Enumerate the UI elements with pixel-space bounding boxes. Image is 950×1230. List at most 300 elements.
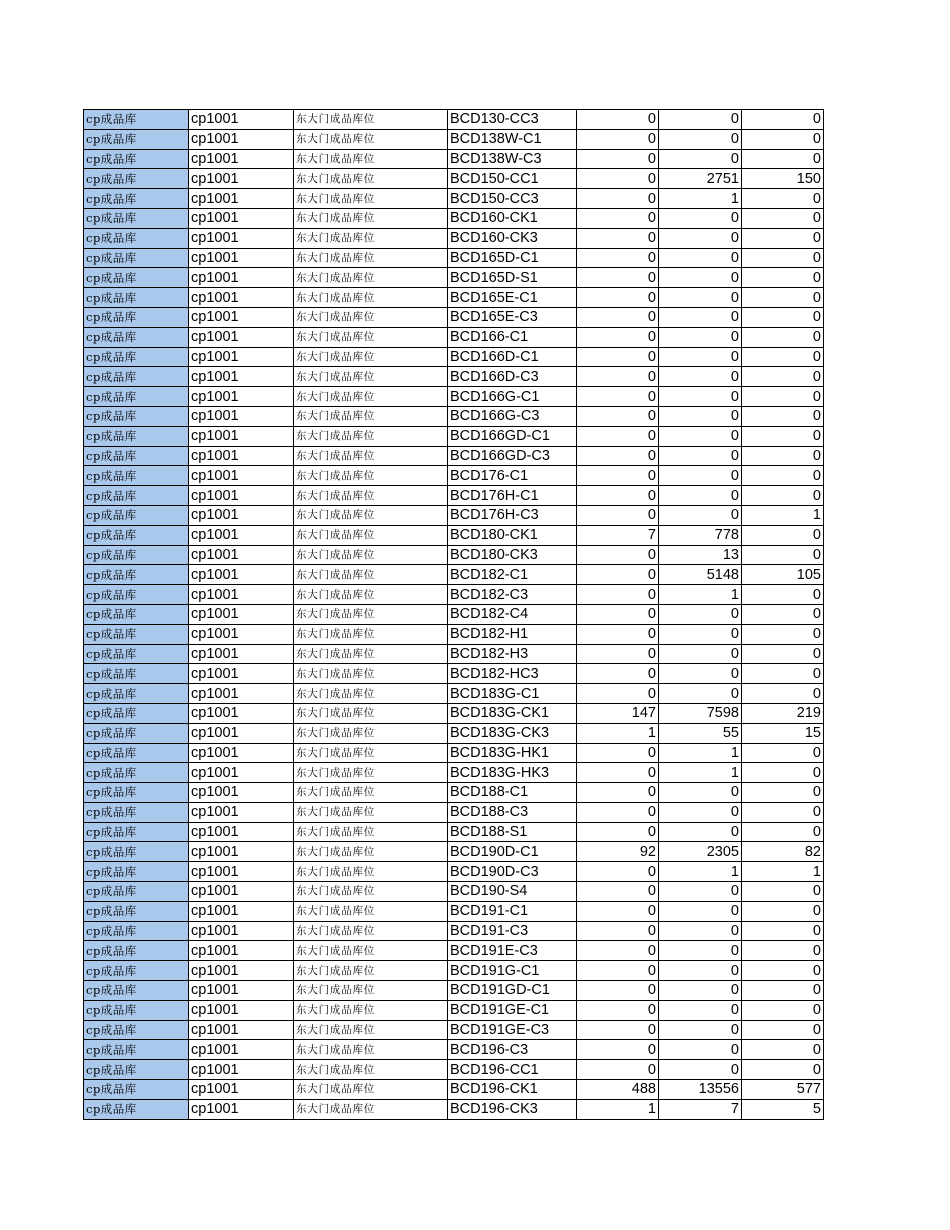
qty-b-cell: 0 <box>659 110 742 130</box>
warehouse-cell: cp成品库 <box>84 1099 189 1119</box>
location-cell: 东大门成品库位 <box>294 545 448 565</box>
location-cell: 东大门成品库位 <box>294 981 448 1001</box>
qty-b-cell: 5148 <box>659 565 742 585</box>
location-cell: 东大门成品库位 <box>294 426 448 446</box>
qty-b-cell: 0 <box>659 684 742 704</box>
warehouse-code-cell: cp1001 <box>189 703 294 723</box>
qty-b-cell: 0 <box>659 1060 742 1080</box>
warehouse-code-cell: cp1001 <box>189 822 294 842</box>
warehouse-code-cell: cp1001 <box>189 882 294 902</box>
qty-a-cell: 0 <box>577 486 659 506</box>
qty-c-cell: 0 <box>742 327 824 347</box>
qty-a-cell: 0 <box>577 149 659 169</box>
table-row <box>84 525 824 545</box>
qty-a-cell: 0 <box>577 624 659 644</box>
warehouse-code-cell: cp1001 <box>189 802 294 822</box>
warehouse-code-cell: cp1001 <box>189 387 294 407</box>
table-row <box>84 406 824 426</box>
warehouse-cell: cp成品库 <box>84 446 189 466</box>
qty-b-cell: 0 <box>659 901 742 921</box>
product-code-cell: BCD196-CK3 <box>448 1099 577 1119</box>
qty-b-cell: 0 <box>659 624 742 644</box>
warehouse-code-cell: cp1001 <box>189 1000 294 1020</box>
warehouse-code-cell: cp1001 <box>189 446 294 466</box>
product-code-cell: BCD183G-HK1 <box>448 743 577 763</box>
table-row <box>84 862 824 882</box>
qty-b-cell: 13 <box>659 545 742 565</box>
location-cell: 东大门成品库位 <box>294 288 448 308</box>
warehouse-cell: cp成品库 <box>84 743 189 763</box>
qty-b-cell: 0 <box>659 644 742 664</box>
warehouse-cell: cp成品库 <box>84 684 189 704</box>
product-code-cell: BCD166D-C3 <box>448 367 577 387</box>
location-cell: 东大门成品库位 <box>294 525 448 545</box>
warehouse-cell: cp成品库 <box>84 585 189 605</box>
qty-b-cell: 7598 <box>659 703 742 723</box>
warehouse-code-cell: cp1001 <box>189 921 294 941</box>
table-row <box>84 307 824 327</box>
table-row <box>84 268 824 288</box>
product-code-cell: BCD191-C1 <box>448 901 577 921</box>
warehouse-code-cell: cp1001 <box>189 505 294 525</box>
product-code-cell: BCD196-CC1 <box>448 1060 577 1080</box>
product-code-cell: BCD190-S4 <box>448 882 577 902</box>
product-code-cell: BCD182-H3 <box>448 644 577 664</box>
warehouse-code-cell: cp1001 <box>189 842 294 862</box>
product-code-cell: BCD191-C3 <box>448 921 577 941</box>
warehouse-code-cell: cp1001 <box>189 367 294 387</box>
warehouse-code-cell: cp1001 <box>189 604 294 624</box>
qty-c-cell: 0 <box>742 981 824 1001</box>
qty-a-cell: 0 <box>577 664 659 684</box>
qty-a-cell: 0 <box>577 505 659 525</box>
table-row <box>84 169 824 189</box>
table-row <box>84 288 824 308</box>
warehouse-code-cell: cp1001 <box>189 941 294 961</box>
location-cell: 东大门成品库位 <box>294 862 448 882</box>
warehouse-cell: cp成品库 <box>84 981 189 1001</box>
table-row <box>84 248 824 268</box>
table-row <box>84 387 824 407</box>
qty-c-cell: 0 <box>742 822 824 842</box>
qty-a-cell: 0 <box>577 585 659 605</box>
qty-c-cell: 0 <box>742 110 824 130</box>
warehouse-code-cell: cp1001 <box>189 743 294 763</box>
product-code-cell: BCD166G-C3 <box>448 406 577 426</box>
qty-b-cell: 0 <box>659 1040 742 1060</box>
qty-b-cell: 0 <box>659 288 742 308</box>
location-cell: 东大门成品库位 <box>294 406 448 426</box>
qty-a-cell: 0 <box>577 307 659 327</box>
warehouse-cell: cp成品库 <box>84 1060 189 1080</box>
qty-b-cell: 0 <box>659 604 742 624</box>
location-cell: 东大门成品库位 <box>294 387 448 407</box>
table-row <box>84 842 824 862</box>
qty-a-cell: 0 <box>577 208 659 228</box>
warehouse-cell: cp成品库 <box>84 1000 189 1020</box>
product-code-cell: BCD191GE-C1 <box>448 1000 577 1020</box>
qty-a-cell: 0 <box>577 347 659 367</box>
qty-b-cell: 0 <box>659 466 742 486</box>
location-cell: 东大门成品库位 <box>294 268 448 288</box>
table-row <box>84 763 824 783</box>
qty-c-cell: 150 <box>742 169 824 189</box>
qty-c-cell: 0 <box>742 545 824 565</box>
location-cell: 东大门成品库位 <box>294 486 448 506</box>
location-cell: 东大门成品库位 <box>294 743 448 763</box>
warehouse-cell: cp成品库 <box>84 367 189 387</box>
qty-c-cell: 0 <box>742 466 824 486</box>
qty-c-cell: 0 <box>742 901 824 921</box>
warehouse-cell: cp成品库 <box>84 307 189 327</box>
qty-b-cell: 0 <box>659 783 742 803</box>
warehouse-cell: cp成品库 <box>84 862 189 882</box>
product-code-cell: BCD188-S1 <box>448 822 577 842</box>
product-code-cell: BCD190D-C3 <box>448 862 577 882</box>
table-row <box>84 466 824 486</box>
product-code-cell: BCD176H-C1 <box>448 486 577 506</box>
qty-b-cell: 13556 <box>659 1080 742 1100</box>
location-cell: 东大门成品库位 <box>294 585 448 605</box>
product-code-cell: BCD182-C3 <box>448 585 577 605</box>
location-cell: 东大门成品库位 <box>294 822 448 842</box>
warehouse-cell: cp成品库 <box>84 822 189 842</box>
warehouse-code-cell: cp1001 <box>189 664 294 684</box>
qty-b-cell: 55 <box>659 723 742 743</box>
qty-a-cell: 0 <box>577 644 659 664</box>
qty-a-cell: 0 <box>577 565 659 585</box>
qty-c-cell: 0 <box>742 347 824 367</box>
qty-b-cell: 0 <box>659 228 742 248</box>
warehouse-code-cell: cp1001 <box>189 624 294 644</box>
qty-c-cell: 0 <box>742 1020 824 1040</box>
table-row <box>84 189 824 209</box>
qty-a-cell: 0 <box>577 882 659 902</box>
warehouse-code-cell: cp1001 <box>189 585 294 605</box>
qty-a-cell: 0 <box>577 763 659 783</box>
product-code-cell: BCD160-CK1 <box>448 208 577 228</box>
location-cell: 东大门成品库位 <box>294 189 448 209</box>
product-code-cell: BCD150-CC3 <box>448 189 577 209</box>
qty-c-cell: 1 <box>742 862 824 882</box>
warehouse-cell: cp成品库 <box>84 486 189 506</box>
location-cell: 东大门成品库位 <box>294 307 448 327</box>
location-cell: 东大门成品库位 <box>294 684 448 704</box>
qty-b-cell: 0 <box>659 347 742 367</box>
product-code-cell: BCD176H-C3 <box>448 505 577 525</box>
warehouse-code-cell: cp1001 <box>189 189 294 209</box>
warehouse-code-cell: cp1001 <box>189 981 294 1001</box>
warehouse-cell: cp成品库 <box>84 466 189 486</box>
qty-b-cell: 7 <box>659 1099 742 1119</box>
warehouse-code-cell: cp1001 <box>189 961 294 981</box>
location-cell: 东大门成品库位 <box>294 882 448 902</box>
qty-b-cell: 0 <box>659 822 742 842</box>
location-cell: 东大门成品库位 <box>294 248 448 268</box>
qty-c-cell: 219 <box>742 703 824 723</box>
table-row <box>84 1040 824 1060</box>
product-code-cell: BCD196-C3 <box>448 1040 577 1060</box>
qty-a-cell: 0 <box>577 129 659 149</box>
location-cell: 东大门成品库位 <box>294 169 448 189</box>
qty-a-cell: 0 <box>577 1000 659 1020</box>
qty-c-cell: 0 <box>742 268 824 288</box>
table-row <box>84 882 824 902</box>
table-row <box>84 961 824 981</box>
table-row <box>84 129 824 149</box>
qty-a-cell: 0 <box>577 288 659 308</box>
qty-b-cell: 0 <box>659 1000 742 1020</box>
product-code-cell: BCD166D-C1 <box>448 347 577 367</box>
warehouse-cell: cp成品库 <box>84 723 189 743</box>
product-code-cell: BCD166GD-C3 <box>448 446 577 466</box>
warehouse-cell: cp成品库 <box>84 1040 189 1060</box>
warehouse-code-cell: cp1001 <box>189 169 294 189</box>
product-code-cell: BCD182-C4 <box>448 604 577 624</box>
table-row <box>84 426 824 446</box>
qty-a-cell: 0 <box>577 981 659 1001</box>
warehouse-cell: cp成品库 <box>84 149 189 169</box>
warehouse-code-cell: cp1001 <box>189 426 294 446</box>
location-cell: 东大门成品库位 <box>294 1099 448 1119</box>
qty-a-cell: 0 <box>577 802 659 822</box>
warehouse-cell: cp成品库 <box>84 763 189 783</box>
qty-c-cell: 5 <box>742 1099 824 1119</box>
table-row <box>84 486 824 506</box>
product-code-cell: BCD182-HC3 <box>448 664 577 684</box>
qty-b-cell: 1 <box>659 862 742 882</box>
qty-b-cell: 0 <box>659 268 742 288</box>
table-row <box>84 723 824 743</box>
warehouse-code-cell: cp1001 <box>189 1060 294 1080</box>
warehouse-code-cell: cp1001 <box>189 149 294 169</box>
location-cell: 东大门成品库位 <box>294 129 448 149</box>
location-cell: 东大门成品库位 <box>294 802 448 822</box>
warehouse-code-cell: cp1001 <box>189 684 294 704</box>
warehouse-cell: cp成品库 <box>84 169 189 189</box>
qty-c-cell: 0 <box>742 802 824 822</box>
qty-b-cell: 0 <box>659 664 742 684</box>
qty-a-cell: 0 <box>577 743 659 763</box>
location-cell: 东大门成品库位 <box>294 703 448 723</box>
qty-c-cell: 0 <box>742 921 824 941</box>
product-code-cell: BCD183G-C1 <box>448 684 577 704</box>
location-cell: 东大门成品库位 <box>294 208 448 228</box>
qty-c-cell: 0 <box>742 525 824 545</box>
qty-a-cell: 92 <box>577 842 659 862</box>
qty-b-cell: 0 <box>659 406 742 426</box>
warehouse-code-cell: cp1001 <box>189 110 294 130</box>
warehouse-cell: cp成品库 <box>84 703 189 723</box>
product-code-cell: BCD183G-HK3 <box>448 763 577 783</box>
product-code-cell: BCD182-C1 <box>448 565 577 585</box>
location-cell: 东大门成品库位 <box>294 149 448 169</box>
warehouse-cell: cp成品库 <box>84 941 189 961</box>
location-cell: 东大门成品库位 <box>294 604 448 624</box>
product-code-cell: BCD191E-C3 <box>448 941 577 961</box>
warehouse-code-cell: cp1001 <box>189 248 294 268</box>
product-code-cell: BCD188-C3 <box>448 802 577 822</box>
warehouse-cell: cp成品库 <box>84 129 189 149</box>
warehouse-code-cell: cp1001 <box>189 862 294 882</box>
location-cell: 东大门成品库位 <box>294 901 448 921</box>
qty-b-cell: 1 <box>659 585 742 605</box>
qty-c-cell: 0 <box>742 288 824 308</box>
warehouse-code-cell: cp1001 <box>189 763 294 783</box>
warehouse-code-cell: cp1001 <box>189 565 294 585</box>
warehouse-cell: cp成品库 <box>84 426 189 446</box>
qty-b-cell: 1 <box>659 189 742 209</box>
product-code-cell: BCD165E-C3 <box>448 307 577 327</box>
qty-a-cell: 0 <box>577 941 659 961</box>
qty-a-cell: 0 <box>577 248 659 268</box>
table-row <box>84 703 824 723</box>
inventory-table <box>83 109 824 1120</box>
location-cell: 东大门成品库位 <box>294 1020 448 1040</box>
qty-c-cell: 0 <box>742 941 824 961</box>
qty-b-cell: 1 <box>659 763 742 783</box>
table-row <box>84 624 824 644</box>
warehouse-code-cell: cp1001 <box>189 1099 294 1119</box>
qty-a-cell: 0 <box>577 169 659 189</box>
table-row <box>84 921 824 941</box>
qty-a-cell: 0 <box>577 189 659 209</box>
warehouse-cell: cp成品库 <box>84 248 189 268</box>
table-row <box>84 327 824 347</box>
qty-b-cell: 0 <box>659 248 742 268</box>
warehouse-code-cell: cp1001 <box>189 1080 294 1100</box>
warehouse-cell: cp成品库 <box>84 961 189 981</box>
product-code-cell: BCD182-H1 <box>448 624 577 644</box>
warehouse-cell: cp成品库 <box>84 110 189 130</box>
qty-c-cell: 0 <box>742 367 824 387</box>
qty-a-cell: 147 <box>577 703 659 723</box>
warehouse-cell: cp成品库 <box>84 387 189 407</box>
location-cell: 东大门成品库位 <box>294 763 448 783</box>
warehouse-cell: cp成品库 <box>84 1080 189 1100</box>
qty-c-cell: 82 <box>742 842 824 862</box>
location-cell: 东大门成品库位 <box>294 110 448 130</box>
warehouse-code-cell: cp1001 <box>189 406 294 426</box>
location-cell: 东大门成品库位 <box>294 842 448 862</box>
product-code-cell: BCD166G-C1 <box>448 387 577 407</box>
product-code-cell: BCD165D-S1 <box>448 268 577 288</box>
warehouse-cell: cp成品库 <box>84 664 189 684</box>
qty-a-cell: 0 <box>577 466 659 486</box>
warehouse-code-cell: cp1001 <box>189 1020 294 1040</box>
product-code-cell: BCD180-CK3 <box>448 545 577 565</box>
product-code-cell: BCD191GD-C1 <box>448 981 577 1001</box>
table-row <box>84 743 824 763</box>
location-cell: 东大门成品库位 <box>294 1060 448 1080</box>
location-cell: 东大门成品库位 <box>294 1080 448 1100</box>
qty-c-cell: 0 <box>742 307 824 327</box>
warehouse-cell: cp成品库 <box>84 842 189 862</box>
table-row <box>84 1000 824 1020</box>
product-code-cell: BCD191GE-C3 <box>448 1020 577 1040</box>
qty-a-cell: 0 <box>577 446 659 466</box>
qty-c-cell: 0 <box>742 248 824 268</box>
table-row <box>84 981 824 1001</box>
qty-c-cell: 0 <box>742 486 824 506</box>
qty-c-cell: 0 <box>742 882 824 902</box>
qty-c-cell: 1 <box>742 505 824 525</box>
qty-b-cell: 0 <box>659 446 742 466</box>
table-row <box>84 545 824 565</box>
table-row <box>84 505 824 525</box>
warehouse-code-cell: cp1001 <box>189 644 294 664</box>
product-code-cell: BCD183G-CK3 <box>448 723 577 743</box>
warehouse-cell: cp成品库 <box>84 327 189 347</box>
warehouse-cell: cp成品库 <box>84 644 189 664</box>
location-cell: 东大门成品库位 <box>294 723 448 743</box>
qty-b-cell: 0 <box>659 486 742 506</box>
warehouse-cell: cp成品库 <box>84 1020 189 1040</box>
table-row <box>84 208 824 228</box>
qty-c-cell: 15 <box>742 723 824 743</box>
warehouse-cell: cp成品库 <box>84 783 189 803</box>
product-code-cell: BCD138W-C1 <box>448 129 577 149</box>
qty-a-cell: 0 <box>577 110 659 130</box>
qty-b-cell: 0 <box>659 307 742 327</box>
warehouse-cell: cp成品库 <box>84 565 189 585</box>
location-cell: 东大门成品库位 <box>294 921 448 941</box>
qty-b-cell: 0 <box>659 426 742 446</box>
qty-c-cell: 0 <box>742 961 824 981</box>
warehouse-code-cell: cp1001 <box>189 723 294 743</box>
warehouse-code-cell: cp1001 <box>189 288 294 308</box>
qty-c-cell: 0 <box>742 743 824 763</box>
warehouse-code-cell: cp1001 <box>189 129 294 149</box>
product-code-cell: BCD190D-C1 <box>448 842 577 862</box>
table-row <box>84 228 824 248</box>
location-cell: 东大门成品库位 <box>294 565 448 585</box>
qty-b-cell: 0 <box>659 981 742 1001</box>
qty-b-cell: 1 <box>659 743 742 763</box>
qty-a-cell: 1 <box>577 723 659 743</box>
qty-a-cell: 0 <box>577 604 659 624</box>
product-code-cell: BCD196-CK1 <box>448 1080 577 1100</box>
qty-a-cell: 0 <box>577 1020 659 1040</box>
table-row <box>84 446 824 466</box>
warehouse-cell: cp成品库 <box>84 525 189 545</box>
qty-b-cell: 778 <box>659 525 742 545</box>
qty-c-cell: 0 <box>742 446 824 466</box>
location-cell: 东大门成品库位 <box>294 1040 448 1060</box>
warehouse-cell: cp成品库 <box>84 505 189 525</box>
location-cell: 东大门成品库位 <box>294 466 448 486</box>
table-row <box>84 110 824 130</box>
table-row <box>84 585 824 605</box>
product-code-cell: BCD166-C1 <box>448 327 577 347</box>
location-cell: 东大门成品库位 <box>294 664 448 684</box>
location-cell: 东大门成品库位 <box>294 367 448 387</box>
warehouse-cell: cp成品库 <box>84 802 189 822</box>
qty-a-cell: 0 <box>577 545 659 565</box>
table-row <box>84 1080 824 1100</box>
table-row <box>84 604 824 624</box>
table-row <box>84 822 824 842</box>
qty-a-cell: 0 <box>577 387 659 407</box>
qty-c-cell: 0 <box>742 189 824 209</box>
location-cell: 东大门成品库位 <box>294 1000 448 1020</box>
qty-b-cell: 0 <box>659 505 742 525</box>
table-row <box>84 783 824 803</box>
product-code-cell: BCD188-C1 <box>448 783 577 803</box>
qty-b-cell: 0 <box>659 921 742 941</box>
qty-a-cell: 1 <box>577 1099 659 1119</box>
qty-a-cell: 0 <box>577 822 659 842</box>
